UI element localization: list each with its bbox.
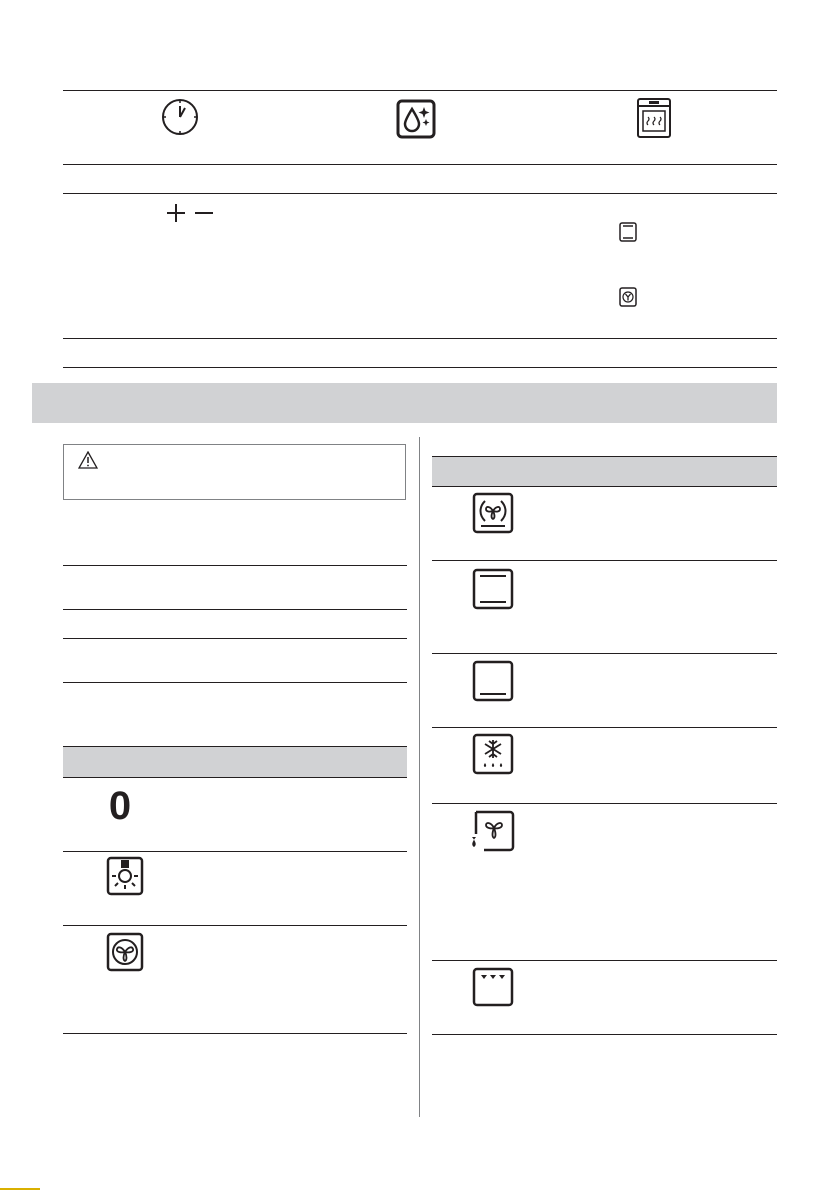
clock-icon — [160, 97, 200, 137]
warning-triangle-icon — [78, 451, 98, 469]
column-separator — [419, 437, 420, 1117]
left-rule-3 — [63, 638, 407, 639]
left-table-header-rule — [63, 777, 407, 778]
left-table-row-rule-2 — [63, 925, 407, 926]
right-table-header — [432, 457, 777, 486]
top-table-rule-1 — [63, 90, 777, 91]
oven-warm-icon — [636, 97, 672, 139]
right-table-row-rule-4 — [432, 803, 777, 804]
moist-fan-icon — [470, 810, 516, 852]
left-table-row-rule-1 — [63, 851, 407, 852]
left-rule-1 — [63, 565, 407, 566]
top-table-rule-3 — [63, 193, 777, 194]
page-edge-mark — [0, 1188, 40, 1190]
right-table-row-rule-5 — [432, 960, 777, 961]
top-table-rule-2 — [63, 164, 777, 165]
grill-icon — [472, 967, 514, 1007]
left-rule-2 — [63, 609, 407, 610]
right-table-row-rule-2 — [432, 653, 777, 654]
minus-icon — [194, 203, 214, 223]
zero-position-symbol: 0 — [108, 784, 132, 828]
right-table-bottom-rule — [432, 1034, 777, 1035]
top-bottom-heat-small-icon — [619, 222, 637, 242]
plus-icon — [166, 203, 186, 223]
section-heading-band — [32, 383, 777, 423]
left-table-bottom-rule — [63, 1033, 407, 1034]
warning-box — [63, 444, 406, 500]
top-bottom-heat-icon — [472, 568, 514, 610]
steam-clean-icon — [395, 98, 437, 140]
right-table-row-rule-1 — [432, 560, 777, 561]
bottom-heat-icon — [472, 660, 514, 702]
fan-with-bottom-heat-icon — [472, 492, 514, 534]
right-table-row-rule-3 — [432, 727, 777, 728]
right-table-header-rule — [432, 486, 777, 487]
defrost-icon — [472, 733, 514, 775]
left-rule-4 — [63, 682, 407, 683]
fan-heat-small-icon — [619, 287, 637, 307]
true-fan-icon — [106, 932, 144, 972]
lamp-icon — [106, 856, 144, 896]
top-table-rule-5 — [63, 367, 777, 368]
left-table-header — [63, 747, 407, 777]
top-table-rule-4 — [63, 338, 777, 339]
